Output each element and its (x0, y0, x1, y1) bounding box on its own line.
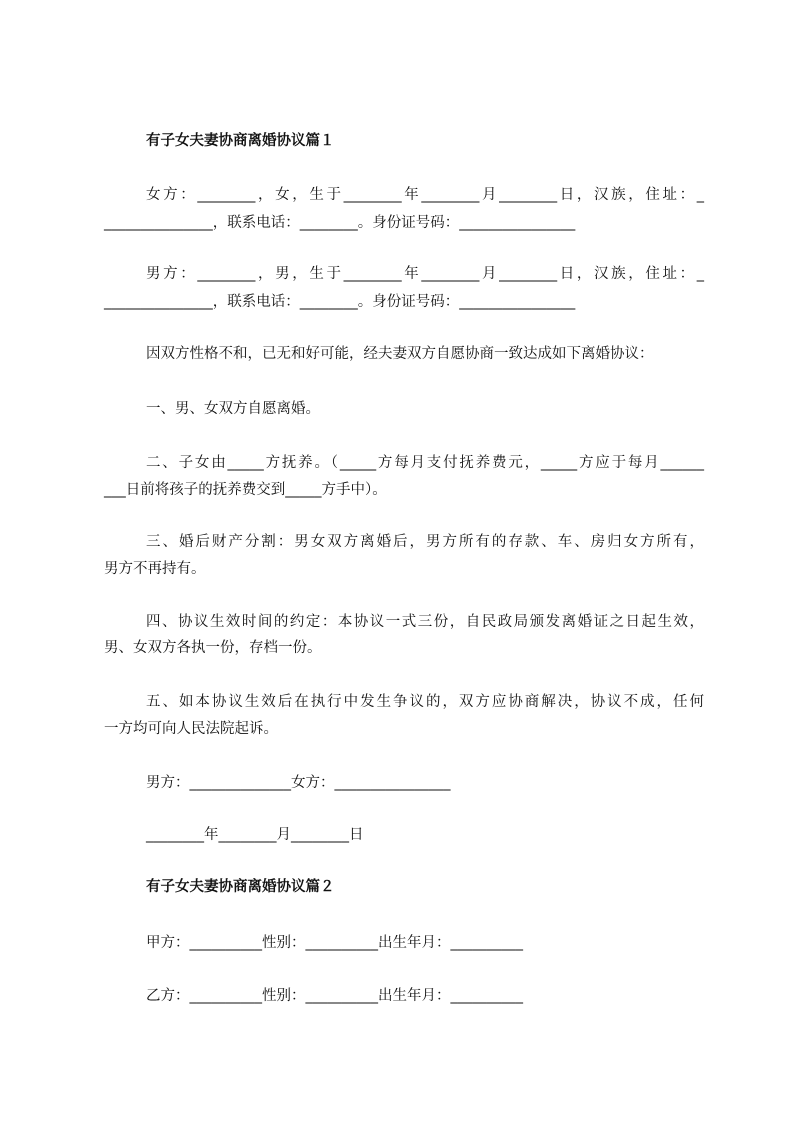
clause-4-line1: 四、协议生效时间的约定：本协议一式三份，自民政局颁发离婚证之日起生效， (146, 614, 704, 630)
husband-info-line1: 男方：________，男，生于________年________月________日，汉族，住址：_ (146, 266, 704, 282)
signature-line: 男方：______________女方：________________ (146, 775, 451, 791)
clause-3-line1: 三、婚后财产分割：男女双方离婚后，男方所有的存款、车、房归女方所有， (146, 534, 704, 550)
clause-3-line2: 男方不再持有。 (104, 561, 206, 577)
intro-paragraph: 因双方性格不和，已无和好可能，经夫妻双方自愿协商一致达成如下离婚协议： (146, 346, 654, 362)
clause-5-line1: 五、如本协议生效后在执行中发生争议的，双方应协商解决，协议不成，任何 (146, 694, 704, 710)
section1-heading: 有子女夫妻协商离婚协议篇１ (146, 133, 335, 149)
clause-1: 一、男、女双方自愿离婚。 (146, 401, 320, 417)
party-b-line: 乙方：__________性别：__________出生年月：__________ (146, 988, 523, 1004)
clause-2-line2: ___日前将孩子的抚养费交到_____方手中）。 (104, 482, 387, 498)
husband-info-line2: _______________，联系电话：________。身份证号码：________________ (104, 294, 576, 310)
party-a-line: 甲方：__________性别：__________出生年月：__________ (146, 935, 523, 951)
wife-info-line2: _______________，联系电话：________。身份证号码：________________ (104, 215, 576, 231)
date-line: ________年________月________日 (146, 827, 364, 843)
clause-2-line1: 二、子女由_____方抚养。（_____方每月支付抚养费元，_____方应于每月______ (146, 455, 704, 471)
section2-heading: 有子女夫妻协商离婚协议篇２ (146, 879, 335, 895)
clause-4-line2: 男、女双方各执一份，存档一份。 (104, 640, 322, 656)
wife-info-line1: 女方：________，女，生于________年________月________日，汉族，住址：_ (146, 187, 704, 203)
clause-5-line2: 一方均可向人民法院起诉。 (104, 721, 278, 737)
